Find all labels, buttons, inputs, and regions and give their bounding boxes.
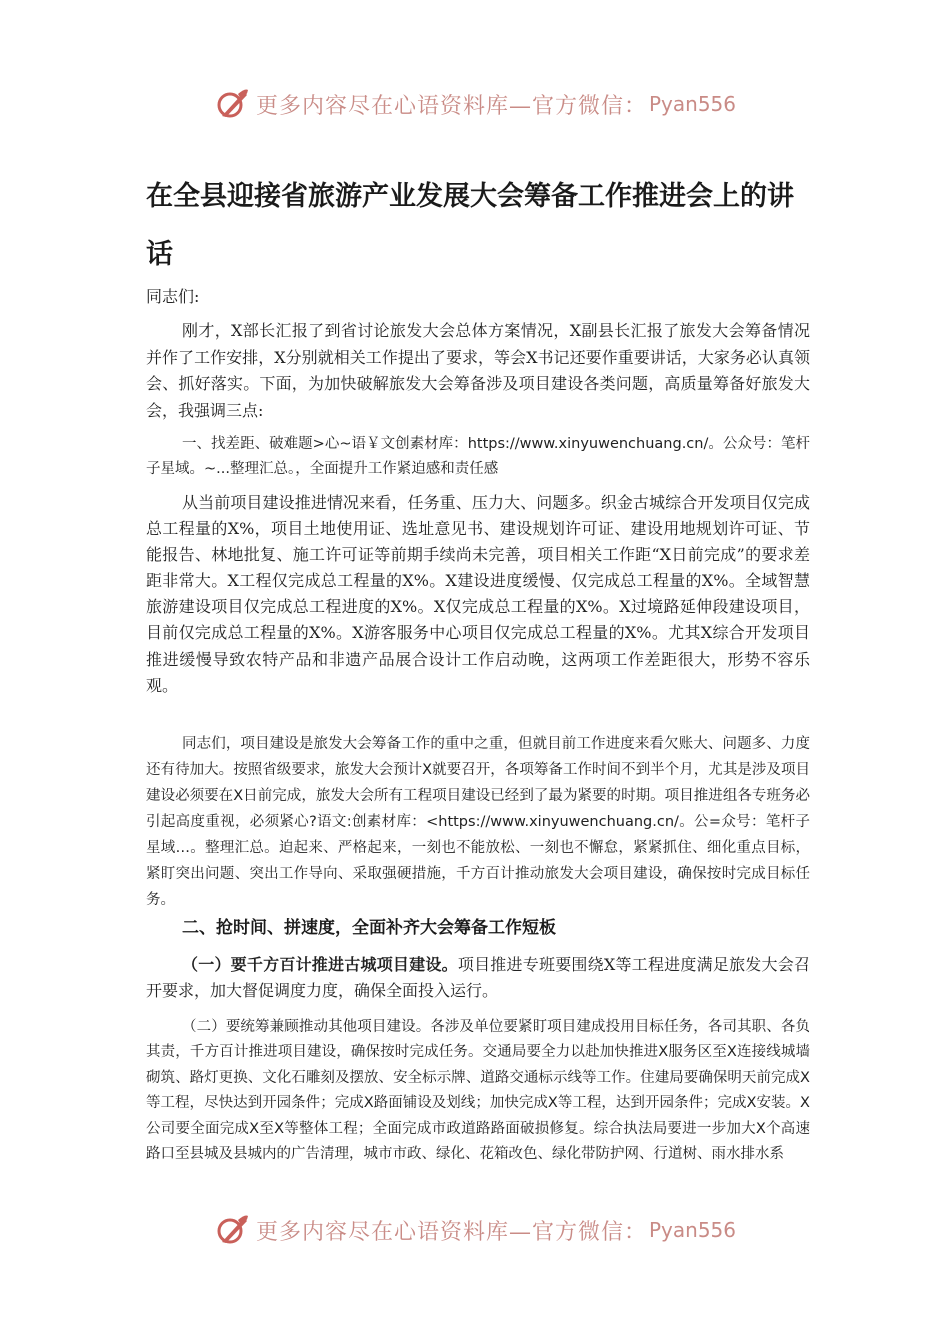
paragraph-body: 项目推进专班要围绕X等工程进度满足旅发大会召开要求，加大督促调度力度，确保全面投入运行。 bbox=[146, 955, 810, 1000]
quill-logo-icon bbox=[214, 1212, 250, 1248]
banner-text: 更多内容尽在心语资料库—官方微信： bbox=[255, 93, 647, 119]
banner-account: Pyan556 bbox=[649, 92, 737, 116]
paragraph-progress: 从当前项目建设推进情况来看，任务重、压力大、问题多。织金古城综合开发项目仅完成总工程量的X%，项目土地使用证、选址意见书、建设规划许可证、建设用地规划许可证、节能报告、林地批复、施工许可证等前期手续尚未完善，项目相关工作距“X日前完成”的要求差距非常大。X工程仅完成总工程量的X%。X建设进度缓慢、仅完成总工程量的X%。全域智慧旅游建设项目仅完成总工程进度的X%。X仅完成总工程量的X%。X过境路延伸段建设项目，目前仅完成总工程量的X%。X游客服务中心项目仅完成总工程量的X%。尤其X综合开发项目推进缓慢导致农特产品和非遗产品展合设计工作启动晚，这两项工作差距很大，形势不容乐观。 bbox=[146, 493, 810, 695]
paragraph-lead: （一）要千方百计推进古城项目建设。 bbox=[182, 955, 458, 974]
paragraph-other-projects: （二）要统筹兼顾推动其他项目建设。各涉及单位要紧盯项目建成投用目标任务，各司其职、各负其责，千方百计推进项目建设，确保按时完成任务。交通局要全力以赴加快推进X服务区至X连接线城墙砌筑、路灯更换、文化石雕刻及摆放、安全标示牌、道路交通标示线等工作。住建局要确保明天前完成X等工程，尽快达到开园条件；完成X路面铺设及划线；加快完成X等工程，达到开园条件；完成X安装。X公司要全面完成X至X等整体工程；全面完成市政道路路面破损修复。综合执法局要进一步加大X个高速路口至县城及县城内的广告清理，城市市政、绿化、花箱改色、绿化带防护网、行道树、雨水排水系 bbox=[146, 1019, 810, 1163]
header-banner bbox=[0, 84, 950, 124]
quill-logo-icon bbox=[214, 86, 250, 122]
footer-banner bbox=[0, 1210, 950, 1250]
banner-text: 更多内容尽在心语资料库—官方微信： bbox=[255, 1219, 647, 1245]
heading-two: 二、抢时间、拼速度，全面补齐大会筹备工作短板 bbox=[182, 918, 556, 938]
paragraph-intro: 刚才，X部长汇报了到省讨论旅发大会总体方案情况，X副县长汇报了旅发大会筹备情况并作了工作安排，X分别就相关工作提出了要求，等会X书记还要作重要讲话，大家务必认真领会、抓好落实。下面，为加快破解旅发大会筹备涉及项目建设各类问题，高质量筹备好旅发大会，我强调三点: bbox=[146, 321, 810, 420]
heading-one: 一、找差距、破难题>心~语￥文创素材库：https://www.xinyuwenchuang.cn/。公众号：笔杆子星域。~...整理汇总。，全面提升工作紧迫感和责任感 bbox=[146, 436, 810, 477]
document-title: 在全县迎接省旅游产业发展大会筹备工作推进会上的讲话 bbox=[146, 181, 794, 270]
paragraph-ancient-city bbox=[146, 952, 810, 1004]
salutation: 同志们: bbox=[146, 287, 200, 306]
banner-account: Pyan556 bbox=[649, 1218, 737, 1242]
paragraph-comrades: 同志们，项目建设是旅发大会筹备工作的重中之重，但就目前工作进度来看欠账大、问题多、力度还有待加大。按照省级要求，旅发大会预计X就要召开，各项筹备工作时间不到半个月，尤其是涉及项目建设必须要在X日前完成，旅发大会所有工程项目建设已经到了最为紧要的时期。项目推进组各专班务必引起高度重视，必须紧心?语文:创素材库：<https://www.xinyuwenchuang.cn/。公=众号：笔杆子星域…。整理汇总。迫起来、严格起来，一刻也不能放松、一刻也不懈怠，紧紧抓住、细化重点目标，紧盯突出问题、突出工作导向、采取强硬措施，千方百计推动旅发大会项目建设，确保按时完成目标任务。 bbox=[146, 736, 810, 908]
